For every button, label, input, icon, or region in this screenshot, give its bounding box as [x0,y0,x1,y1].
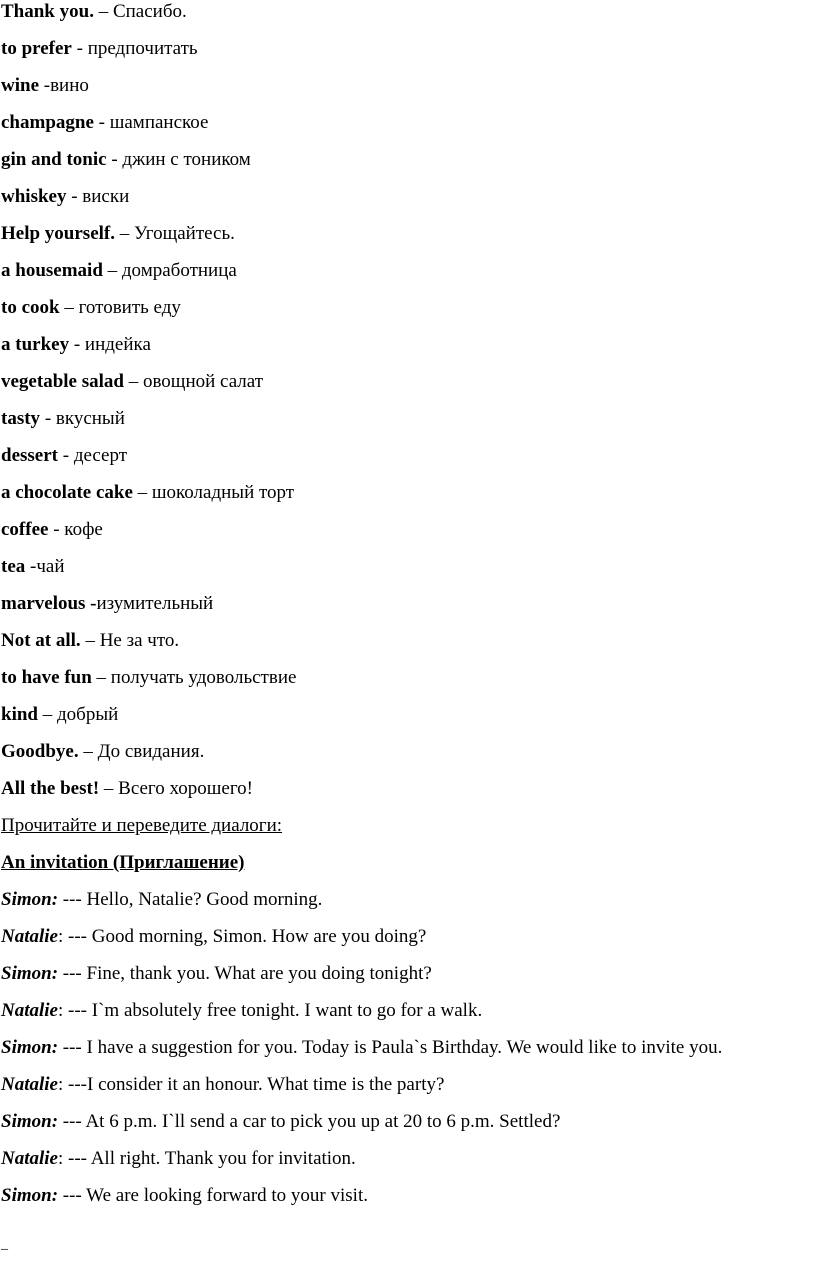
speaker-separator: : [58,1000,69,1021]
vocab-translation: изумительный [96,593,214,614]
dialogue-line [1,888,322,912]
vocab-term: dessert [1,445,58,466]
trailing-mark: _ [1,1237,8,1252]
speaker-name: Natalie [1,926,58,947]
vocab-term: champagne [1,112,94,133]
vocab-separator: - [39,75,51,96]
vocab-term: kind [1,704,38,725]
vocab-translation: вино [50,75,89,96]
dialogue-line [1,1184,368,1208]
vocab-entry [1,111,208,135]
speaker-name: Natalie [1,1074,58,1095]
vocab-translation: овощной салат [142,371,264,392]
speaker-name: Simon: [1,1037,59,1058]
dialogue-text: --- All right. Thank you for invitation. [68,1148,356,1169]
vocab-translation: готовить еду [78,297,181,318]
dialogue-text: --- Hello, Natalie? Good morning. [62,889,323,910]
vocab-separator: – [91,667,111,688]
vocab-translation: До свидания. [97,741,205,762]
vocab-entry [1,259,237,283]
dialogue-text: --- At 6 p.m. I`ll send a car to pick you up at 20 to 6 p.m. Settled? [62,1111,561,1132]
vocab-separator: - [40,408,56,429]
vocab-translation: Всего хорошего! [118,778,253,799]
vocab-separator: - [57,445,74,466]
vocab-translation: десерт [73,445,128,466]
vocab-entry [1,481,294,505]
vocab-translation: джин с тоником [122,149,251,170]
vocab-entry [1,777,253,801]
vocab-term: marvelous - [1,593,97,614]
vocab-term: tea [1,556,26,577]
vocab-term: coffee [1,519,49,540]
vocab-separator: – [115,223,134,244]
vocab-translation: виски [82,186,130,207]
vocab-entry [1,407,125,431]
dialogue-text: --- I have a suggestion for you. Today is Paula`s Birthday. We would like to invite you. [62,1037,723,1058]
dialogue-text: --- Good morning, Simon. How are you doing? [68,926,427,947]
vocab-entry [1,629,179,653]
vocab-translation: предпочитать [87,38,198,59]
vocab-separator: – [80,630,100,651]
vocab-term: tasty [1,408,41,429]
vocab-separator: – [78,741,98,762]
vocab-term: whiskey [1,186,67,207]
speaker-name: Simon: [1,1185,59,1206]
vocab-translation: кофе [64,519,103,540]
vocab-translation: шампанское [109,112,209,133]
vocab-separator: – [37,704,57,725]
vocab-entry [1,222,235,246]
vocab-term: vegetable salad [1,371,124,392]
vocab-separator: – [99,778,119,799]
vocab-term: Goodbye. [1,741,79,762]
vocab-term: a housemaid [1,260,103,281]
dialogue-line [1,1110,560,1134]
vocab-separator: - [106,149,123,170]
vocab-entry [1,74,89,98]
vocab-translation: Угощайтесь. [134,223,235,244]
vocab-term: Thank you. [1,1,94,22]
vocab-term: to prefer [1,38,72,59]
vocab-entry [1,518,103,542]
vocab-separator: – [93,1,113,22]
speaker-name: Simon: [1,1111,59,1132]
speaker-separator: : [58,926,69,947]
vocab-separator: - [69,334,85,355]
vocab-separator: - [66,186,83,207]
vocab-entry [1,370,263,394]
vocab-translation: домработница [121,260,237,281]
dialogue-line [1,925,426,949]
dialogue-title: An invitation (Приглашение) [1,852,245,873]
vocab-term: gin and tonic [1,149,107,170]
speaker-separator: : [58,1074,69,1095]
vocab-term: Help yourself. [1,223,115,244]
vocab-entry [1,666,296,690]
vocab-entry [1,0,187,24]
speaker-name: Natalie [1,1148,58,1169]
vocab-entry [1,740,204,764]
dialogue-line [1,999,482,1023]
vocab-term: wine [1,75,39,96]
vocab-entry [1,333,151,357]
vocab-term: All the best! [1,778,100,799]
dialogue-line [1,1073,444,1097]
speaker-name: Natalie [1,1000,58,1021]
dialogue-line [1,962,432,986]
vocab-entry [1,444,127,468]
vocab-translation: индейка [84,334,151,355]
instruction-heading: Прочитайте и переведите диалоги: [1,815,283,836]
vocab-separator: – [123,371,143,392]
vocab-separator: - [93,112,110,133]
vocab-separator: - [48,519,65,540]
vocab-entry [1,148,251,172]
vocab-translation: вкусный [55,408,125,429]
vocab-separator: - [25,556,37,577]
vocab-term: a turkey [1,334,70,355]
dialogue-text: --- Fine, thank you. What are you doing tonight? [62,963,432,984]
vocab-term: Not at all. [1,630,81,651]
speaker-name: Simon: [1,889,59,910]
vocab-translation: чай [36,556,65,577]
vocab-separator: – [132,482,152,503]
vocab-entry [1,37,198,61]
vocab-entry [1,296,181,320]
vocab-term: to cook [1,297,60,318]
dialogue-line [1,1036,722,1060]
vocab-translation: добрый [56,704,119,725]
dialogue-line [1,1147,356,1171]
speaker-separator: : [58,1148,69,1169]
vocab-separator: – [59,297,79,318]
dialogue-text: ---I consider it an honour. What time is the party? [68,1074,445,1095]
vocab-separator: – [102,260,122,281]
vocab-entry [1,592,213,616]
dialogue-text: --- I`m absolutely free tonight. I want to go for a walk. [68,1000,483,1021]
vocab-term: a chocolate cake [1,482,133,503]
vocab-entry [1,555,65,579]
vocab-translation: шоколадный торт [151,482,295,503]
speaker-name: Simon: [1,963,59,984]
vocab-translation: Не за что. [99,630,180,651]
dialogue-text: --- We are looking forward to your visit. [62,1185,368,1206]
vocab-entry [1,703,118,727]
vocab-term: to have fun [1,667,92,688]
vocab-separator: - [71,38,88,59]
vocab-translation: получать удовольствие [110,667,297,688]
vocab-translation: Спасибо. [112,1,187,22]
vocab-entry [1,185,129,209]
